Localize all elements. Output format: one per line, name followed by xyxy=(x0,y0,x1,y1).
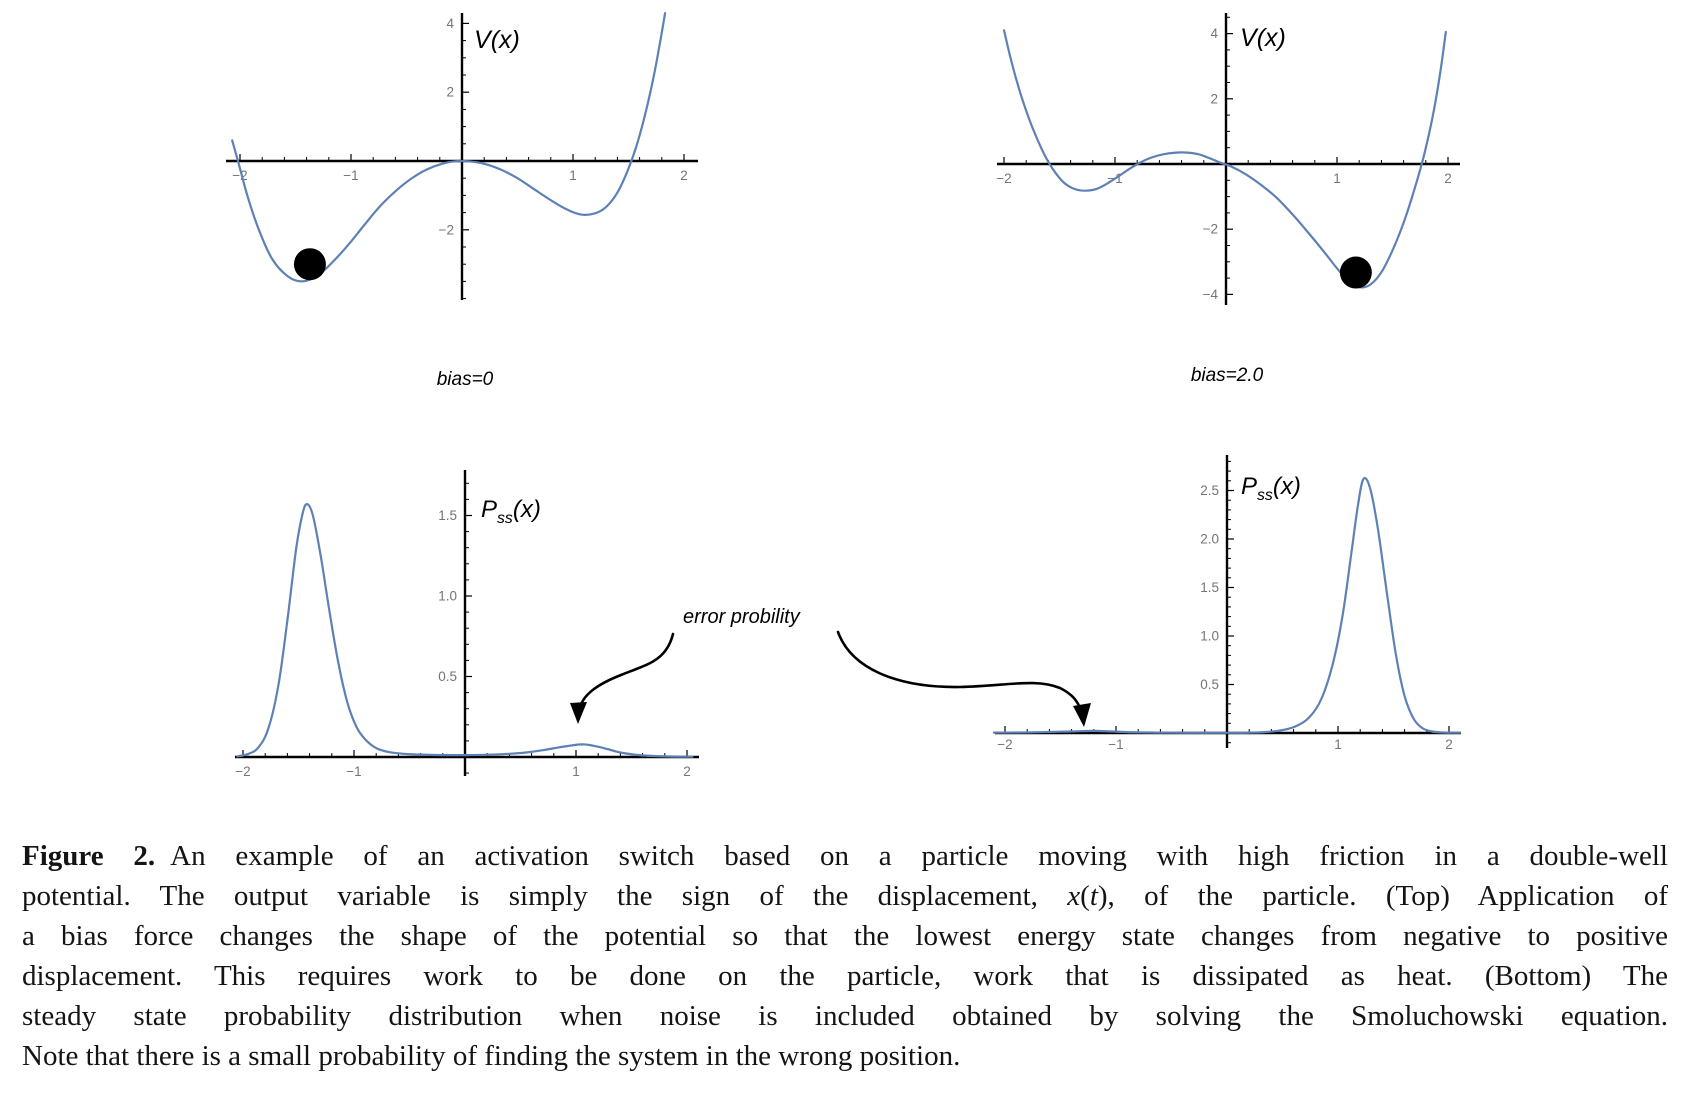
particle-ball xyxy=(294,248,326,280)
y-tick-label: −4 xyxy=(1202,286,1218,302)
x-tick-label: −2 xyxy=(232,168,248,183)
y-tick-label: 1.5 xyxy=(438,508,457,523)
x-tick-label: 1 xyxy=(572,764,580,779)
x-tick-label: 2 xyxy=(1445,737,1453,752)
x-tick-label: −1 xyxy=(1107,171,1123,186)
caption-line-5 xyxy=(22,996,1668,1036)
plot-potential-bias2 xyxy=(996,13,1460,386)
y-tick-label: −2 xyxy=(1202,221,1218,237)
y-tick-label: 2.0 xyxy=(1200,531,1219,547)
y-tick-label: 0.5 xyxy=(1200,677,1219,692)
y-tick-label: 2 xyxy=(1210,91,1218,107)
y-tick-label: 2 xyxy=(446,84,454,100)
caption-text: potential. The output variable is simply the sign of the displacement, xyxy=(22,880,1068,912)
caption-text: a bias force changes the shape of the potential so that the lowest energy state changes from negative to positive xyxy=(22,920,1668,952)
x-tick-label: −2 xyxy=(235,764,251,779)
x-tick-label: 2 xyxy=(683,764,691,779)
plot-pss-bias0 xyxy=(235,470,699,779)
plot-pss-bias2 xyxy=(994,455,1461,752)
x-tick-label: −1 xyxy=(346,764,362,779)
annotation-arrow-right xyxy=(838,632,1081,711)
caption-line-3 xyxy=(22,916,1668,956)
error-probability-label: error probility xyxy=(683,606,800,628)
axis-label-pss-bias2: $P_{ss}(x)$ xyxy=(1241,473,1301,504)
caption-text: x xyxy=(1067,880,1081,912)
caption-text: displacement. This requires work to be done on the particle, work that is dissipated as heat. (Bottom) The xyxy=(22,960,1668,992)
annotation-arrowhead-right xyxy=(1073,703,1091,727)
y-tick-label: 2.5 xyxy=(1200,483,1219,498)
caption-text: An example of an activation switch based on a particle moving with high friction in a double-well xyxy=(170,840,1668,872)
x-tick-label: 2 xyxy=(680,168,688,183)
caption-line-2 xyxy=(22,876,1668,916)
annotation-arrow-left xyxy=(580,634,673,707)
x-tick-label: −2 xyxy=(997,737,1013,752)
y-tick-label: 1.0 xyxy=(438,588,457,604)
axis-label-potential-bias0: V(x) xyxy=(474,26,520,54)
caption-figure-number: Figure 2. xyxy=(22,840,156,872)
caption-text: Note that there is a small probability of finding the system in the wrong position. xyxy=(22,1040,961,1072)
caption-text: ), of the particle. (Top) Application of xyxy=(1097,880,1668,912)
caption-text: t xyxy=(1089,880,1098,912)
bias-label-potential-bias2: bias=2.0 xyxy=(1190,365,1264,386)
caption-line-4 xyxy=(22,956,1668,996)
particle-ball xyxy=(1340,257,1372,289)
x-tick-label: 1 xyxy=(1333,171,1341,186)
figure-caption xyxy=(22,836,1668,1076)
x-tick-label: −2 xyxy=(996,171,1012,186)
x-tick-label: −1 xyxy=(343,168,359,183)
x-tick-label: 2 xyxy=(1444,171,1452,186)
error-probability-annotation xyxy=(570,606,1091,727)
x-tick-label: 1 xyxy=(569,168,577,183)
axis-label-pss-bias0: $P_{ss}(x)$ xyxy=(481,496,541,527)
y-tick-label: 4 xyxy=(446,15,454,31)
annotation-arrowhead-left xyxy=(570,702,587,724)
y-tick-label: 1.5 xyxy=(1200,580,1219,595)
y-tick-label: 1.0 xyxy=(1200,628,1219,644)
y-tick-label: 4 xyxy=(1210,26,1218,42)
caption-line-1 xyxy=(22,836,1668,876)
x-tick-label: 1 xyxy=(1334,737,1342,752)
axis-label-potential-bias2: V(x) xyxy=(1240,24,1286,52)
y-tick-label: −2 xyxy=(438,222,454,238)
y-tick-label: 0.5 xyxy=(438,669,457,684)
plot-potential-bias0 xyxy=(226,13,698,390)
bias-label-potential-bias0: bias=0 xyxy=(436,369,494,390)
x-tick-label: −1 xyxy=(1108,737,1124,752)
caption-text: ( xyxy=(1080,880,1090,912)
caption-line-6 xyxy=(22,1036,1668,1076)
curve-potential-bias0 xyxy=(232,13,665,281)
caption-text: steady state probability distribution when noise is included obtained by solving the Smoluchowski equation. xyxy=(22,1000,1668,1032)
